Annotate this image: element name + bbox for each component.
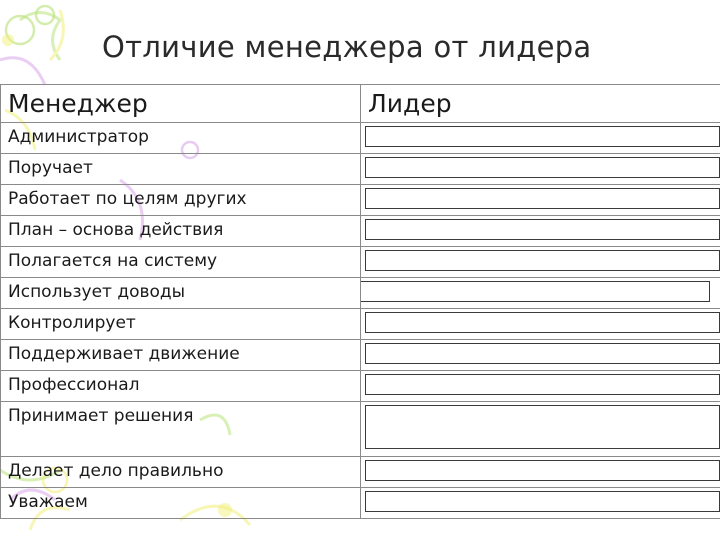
blank-answer-box (365, 250, 720, 271)
leader-cell (361, 402, 720, 457)
table-row (1, 371, 720, 402)
leader-cell (361, 123, 720, 154)
blank-answer-box (365, 157, 720, 178)
manager-cell: Поддерживает движение (1, 340, 361, 371)
leader-cell (361, 278, 720, 309)
table-header-row (1, 85, 720, 123)
blank-answer-box (365, 343, 720, 364)
blank-answer-box (365, 374, 720, 395)
blank-answer-box (365, 126, 720, 147)
page-title: Отличие менеджера от лидера (102, 30, 592, 64)
leader-cell (361, 371, 720, 402)
manager-cell: Администратор (1, 123, 361, 154)
blank-answer-box (365, 405, 720, 449)
table-row (1, 278, 720, 309)
manager-cell: План – основа действия (1, 216, 361, 247)
manager-cell: Принимает решения (1, 402, 361, 457)
manager-cell: Полагается на систему (1, 247, 361, 278)
manager-cell: Профессионал (1, 371, 361, 402)
blank-answer-box (365, 491, 720, 512)
table-row (1, 185, 720, 216)
table-row (1, 247, 720, 278)
leader-cell (361, 488, 720, 519)
leader-cell (361, 340, 720, 371)
manager-cell: Поручает (1, 154, 361, 185)
table-row (1, 340, 720, 371)
manager-cell: Работает по целям других (1, 185, 361, 216)
blank-answer-box (365, 312, 720, 333)
table-row (1, 457, 720, 488)
table-row (1, 488, 720, 519)
leader-cell (361, 216, 720, 247)
blank-answer-box (365, 219, 720, 240)
blank-answer-box (361, 281, 711, 302)
blank-answer-box (365, 460, 720, 481)
leader-cell (361, 185, 720, 216)
manager-cell: Делает дело правильно (1, 457, 361, 488)
header-manager: Менеджер (1, 85, 361, 123)
header-leader: Лидер (361, 85, 720, 123)
table-row (1, 123, 720, 154)
table-row (1, 309, 720, 340)
manager-cell: Контролирует (1, 309, 361, 340)
comparison-table (0, 84, 720, 519)
table-row (1, 402, 720, 457)
leader-cell (361, 247, 720, 278)
leader-cell (361, 457, 720, 488)
leader-cell (361, 309, 720, 340)
blank-answer-box (365, 188, 720, 209)
leader-cell (361, 154, 720, 185)
table-row (1, 154, 720, 185)
manager-cell: Использует доводы (1, 278, 361, 309)
manager-cell: Уважаем (1, 488, 361, 519)
table-row (1, 216, 720, 247)
